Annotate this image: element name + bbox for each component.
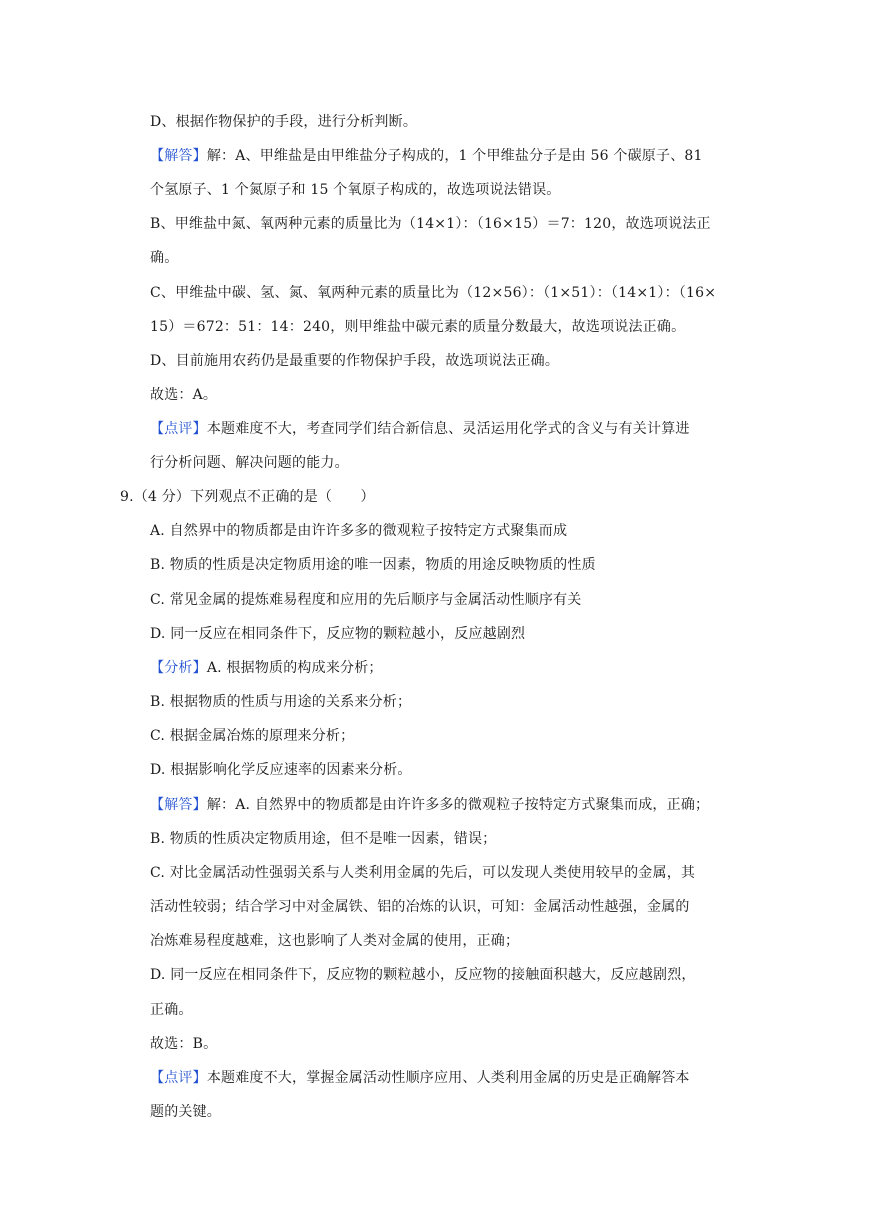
analysis-line: 【分析】A. 根据物质的构成来分析； [150,660,383,676]
answer-line: 正确。 [150,1002,193,1018]
answer-choice-line: 故选：A。 [150,387,218,403]
answer-line: B. 物质的性质决定物质用途，但不是唯一因素，错误； [150,831,497,847]
comment-line: 【点评】本题难度不大，掌握金属活动性顺序应用、人类利用金属的历史是正确解答本 [150,1070,690,1086]
answer-line: 个氢原子、1 个氮原子和 15 个氧原子构成的，故选项说法错误。 [150,182,561,198]
question-stem: 9.（4 分）下列观点不正确的是（ ） [120,489,375,505]
question-option: D. 同一反应在相同条件下，反应物的颗粒越小，反应越剧烈 [150,626,526,642]
analysis-line: C. 根据金属冶炼的原理来分析； [150,728,355,744]
answer-line: 活动性较弱；结合学习中对金属铁、铝的冶炼的认识，可知：金属活动性越强，金属的 [150,899,690,915]
answer-line: 【解答】解：A. 自然界中的物质都是由许许多多的微观粒子按特定方式聚集而成，正确； [150,797,710,813]
answer-line: B、甲维盐中氮、氧两种元素的质量比为（14×1）：（16×15）＝7：120，故选项说法正 [150,216,711,232]
answer-line: 【解答】解：A、甲维盐是由甲维盐分子构成的，1 个甲维盐分子是由 56 个碳原子、81 [150,148,703,164]
comment-line: 行分析问题、解决问题的能力。 [150,455,349,471]
answer-choice-line: 故选：B。 [150,1036,218,1052]
answer-line: 15）＝672：51：14：240，则甲维盐中碳元素的质量分数最大，故选项说法正确。 [150,319,686,335]
answer-tag: 【解答】 [150,797,207,813]
answer-line: 冶炼难易程度越难，这也影响了人类对金属的使用，正确； [150,933,520,949]
question-option: C. 常见金属的提炼难易程度和应用的先后顺序与金属活动性顺序有关 [150,592,582,608]
analysis-tag: 【分析】 [150,660,207,676]
question-option: A. 自然界中的物质都是由许许多多的微观粒子按特定方式聚集而成 [150,523,568,539]
answer-line: C、甲维盐中碳、氢、氮、氧两种元素的质量比为（12×56）：（1×51）：（14×1）：（16× [150,285,717,301]
analysis-line: D. 根据影响化学反应速率的因素来分析。 [150,762,412,778]
comment-line: 【点评】本题难度不大，考查同学们结合新信息、灵活运用化学式的含义与有关计算进 [150,421,690,437]
answer-line: D、目前施用农药仍是最重要的作物保护手段，故选项说法正确。 [150,353,560,369]
analysis-d-line: D、根据作物保护的手段，进行分析判断。 [150,114,418,130]
answer-line: C. 对比金属活动性强弱关系与人类利用金属的先后，可以发现人类使用较早的金属，其 [150,865,696,881]
comment-tag: 【点评】 [150,1070,207,1086]
analysis-line: B. 根据物质的性质与用途的关系来分析； [150,694,412,710]
question-option: B. 物质的性质是决定物质用途的唯一因素，物质的用途反映物质的性质 [150,557,596,573]
answer-tag: 【解答】 [150,148,207,164]
answer-line: 确。 [150,250,179,266]
comment-line: 题的关键。 [150,1104,221,1120]
comment-tag: 【点评】 [150,421,207,437]
answer-line: D. 同一反应在相同条件下，反应物的颗粒越小，反应物的接触面积越大，反应越剧烈， [150,967,696,983]
